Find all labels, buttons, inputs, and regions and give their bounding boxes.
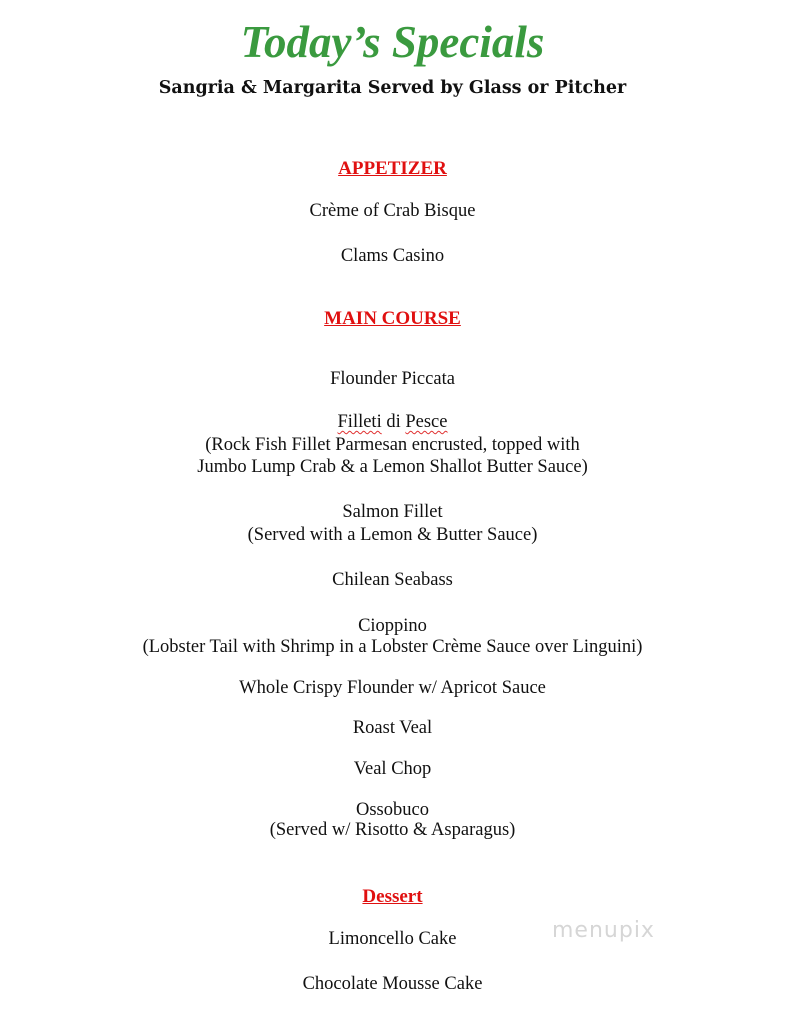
watermark: menupix [552,918,655,943]
item-description: (Served w/ Risotto & Asparagus) [269,820,516,840]
menu-item: Chocolate Mousse Cake [302,974,483,994]
menu-item: Clams Casino [340,246,445,266]
section-heading-main-course: MAIN COURSE [324,308,461,329]
page-title: Today’s Specials [240,17,545,67]
item-description: (Served with a Lemon & Butter Sauce) [247,525,538,545]
menu-item: Ossobuco [356,800,429,820]
menu-item [0,411,785,433]
menu-item: Crème of Crab Bisque [309,201,476,221]
menu-item: Whole Crispy Flounder w/ Apricot Sauce [239,678,546,698]
menu-item: Veal Chop [353,759,432,779]
section-heading-appetizer: APPETIZER [338,158,447,179]
menu-item: Limoncello Cake [328,929,457,949]
item-description: Jumbo Lump Crab & a Lemon Shallot Butter Sauce) [197,457,588,477]
menu-item: Flounder Piccata [330,369,455,389]
menu-item: Chilean Seabass [332,570,453,590]
subtitle: Sangria & Margarita Served by Glass or Pitcher [158,78,627,98]
item-description: (Rock Fish Fillet Parmesan encrusted, topped with [205,435,580,455]
item-name-part: di [386,412,401,432]
section-heading-dessert: Dessert [362,886,423,907]
item-description: (Lobster Tail with Shrimp in a Lobster Crème Sauce over Linguini) [142,637,643,657]
menu-item: Salmon Fillet [342,502,443,522]
menu-item: Cioppino [358,616,427,636]
menu-item: Roast Veal [352,718,433,738]
item-name-part: Pesce [405,412,448,432]
item-name-part: Filleti [337,412,382,432]
